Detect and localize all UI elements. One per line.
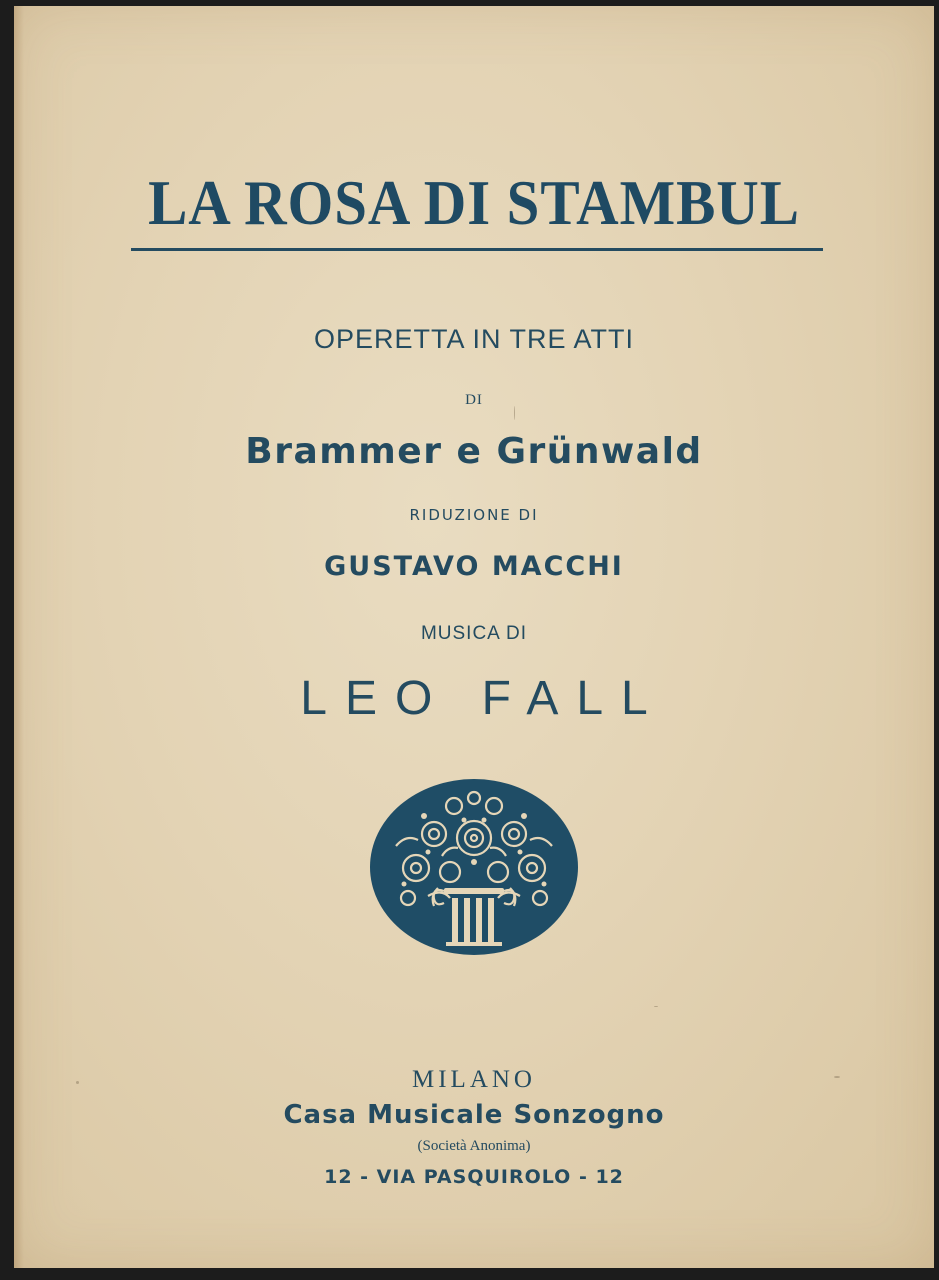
paper-speck [654,1006,658,1007]
reduction-label: RIDUZIONE DI [409,506,539,524]
by-label: DI [465,392,483,408]
book-title: LA ROSA DI STAMBUL [148,167,800,238]
composer-name: LEO FALL [300,672,666,725]
paper-speck [834,1076,840,1078]
publisher-city: MILANO [412,1066,536,1093]
title-underline-divider [131,248,823,251]
publisher-name: Casa Musicale Sonzogno [283,1100,665,1130]
flower-basket-emblem-icon [368,776,580,963]
music-by-label: MUSICA DI [420,623,528,644]
subtitle: OPERETTA IN TRE ATTI [313,324,635,354]
publisher-address: 12 - VIA PASQUIROLO - 12 [324,1166,624,1188]
authors: Brammer e Grünwald [245,431,703,472]
book-cover [14,6,934,1268]
reducer-name: GUSTAVO MACCHI [324,551,624,582]
paper-speck [76,1081,79,1084]
paper-speck [514,406,515,420]
company-type: (Società Anonima) [417,1138,531,1154]
